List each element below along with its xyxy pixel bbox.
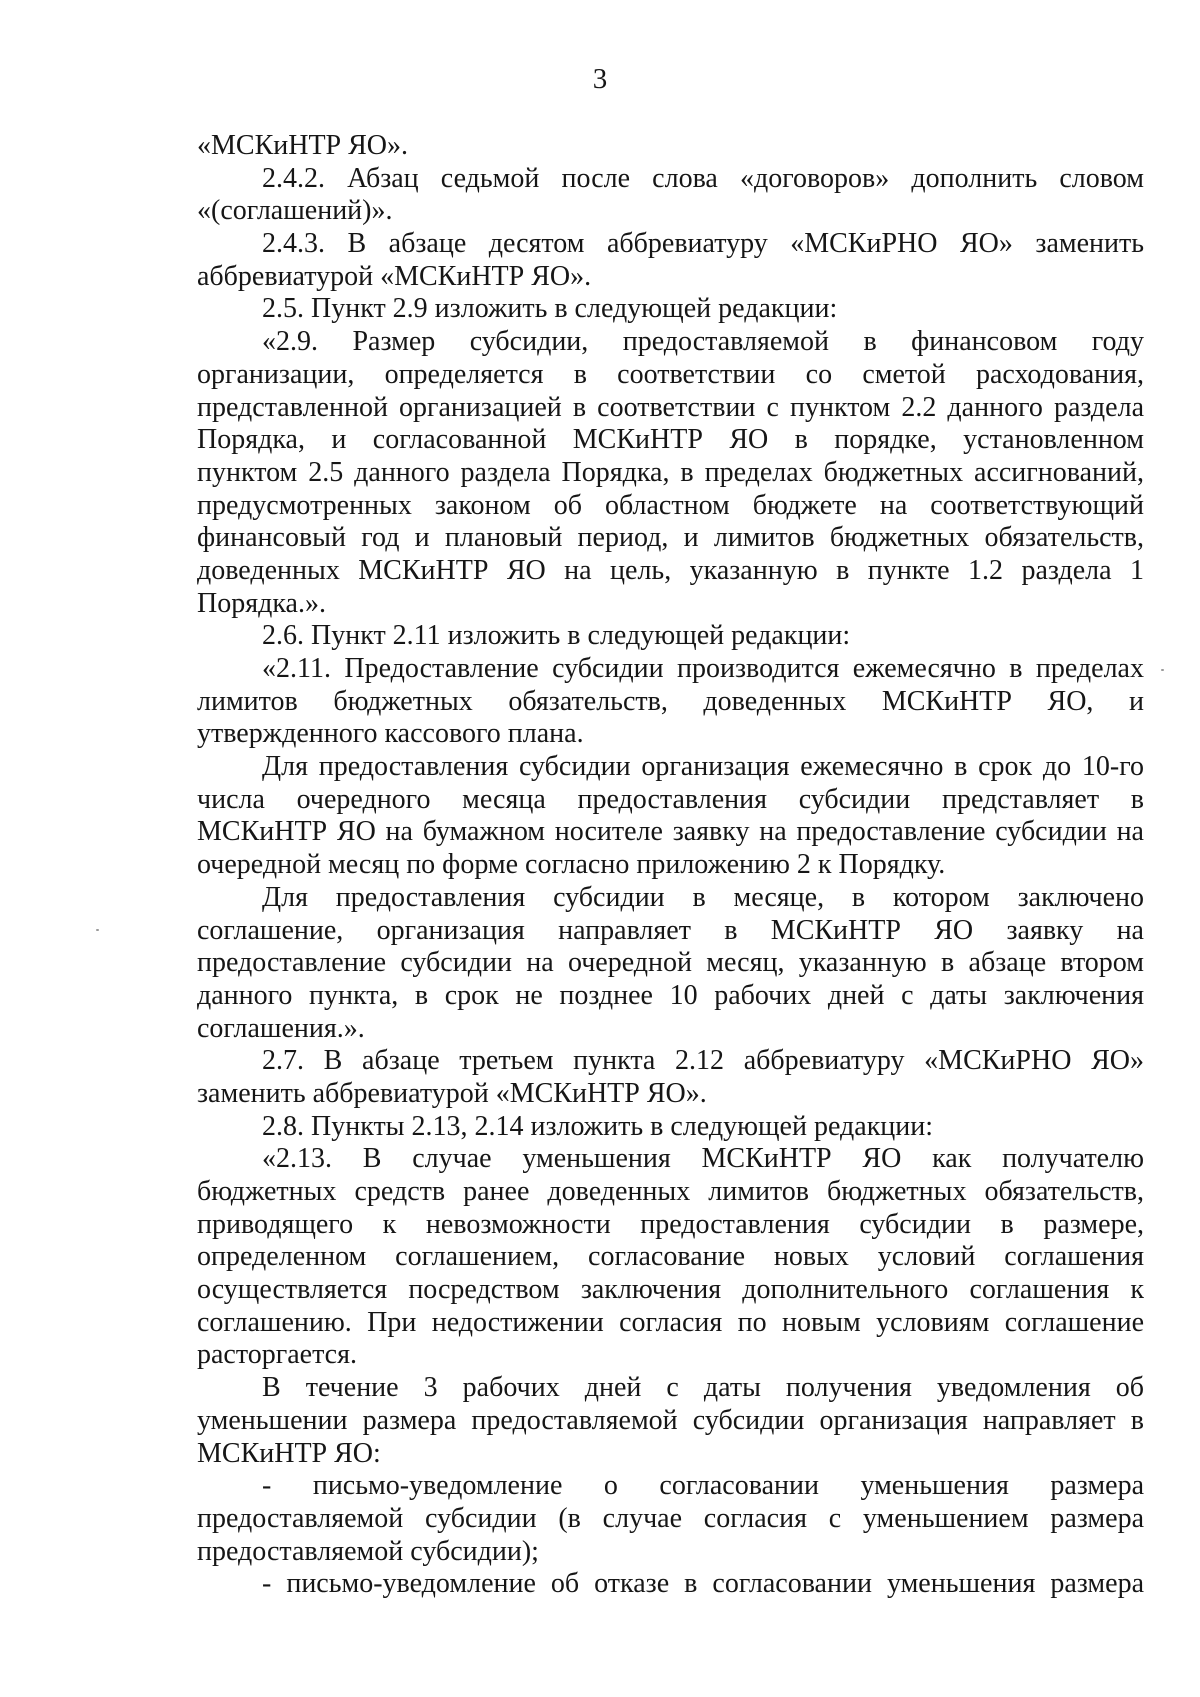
text-line: 2.5. Пункт 2.9 изложить в следующей редакции: (262, 293, 838, 325)
text-line: аббревиатурой «МСКиНТР ЯО». (197, 260, 592, 292)
text-line: доведенных МСКиНТР ЯО на цель, указанную в пункте 1.2 раздела 1 (197, 554, 1144, 586)
text-line: - письмо-уведомление о согласовании уменьшения размера (262, 1470, 1144, 1502)
text-line: «2.13. В случае уменьшения МСКиНТР ЯО как получателю (262, 1143, 1144, 1175)
text-line: В течение 3 рабочих дней с даты получения уведомления об (262, 1372, 1144, 1404)
text-line: представленной организацией в соответствии с пунктом 2.2 данного раздела (197, 391, 1144, 423)
text-line: Порядка.». (197, 587, 326, 619)
text-line: определенном соглашением, согласование новых условий соглашения (197, 1241, 1144, 1273)
text-line: заменить аббревиатурой «МСКиНТР ЯО». (197, 1077, 707, 1109)
text-line: соглашения.». (197, 1012, 365, 1044)
text-line: предоставление субсидии на очередной месяц, указанную в абзаце втором (197, 947, 1144, 979)
text-line: предоставляемой субсидии (в случае согласия с уменьшением размера (197, 1502, 1144, 1534)
text-line: МСКиНТР ЯО: (197, 1437, 381, 1469)
text-line: - письмо-уведомление об отказе в согласовании уменьшения размера (262, 1568, 1144, 1600)
text-line: утвержденного кассового плана. (197, 718, 584, 750)
text-line: 2.4.3. В абзаце десятом аббревиатуру «МСКиРНО ЯО» заменить (262, 228, 1144, 260)
text-line: Порядка, и согласованной МСКиНТР ЯО в порядке, установленном (197, 424, 1144, 456)
text-line: расторгается. (197, 1339, 357, 1371)
text-line: пунктом 2.5 данного раздела Порядка, в пределах бюджетных ассигнований, (197, 456, 1144, 488)
page-number: 3 (592, 63, 608, 95)
text-line: предусмотренных законом об областном бюджете на соответствующий (197, 489, 1144, 521)
text-line: числа очередного месяца предоставления субсидии представляет в (197, 783, 1144, 815)
scan-speck (1161, 669, 1164, 671)
text-line: организации, определяется в соответствии со сметой расходования, (197, 358, 1144, 390)
text-line: предоставляемой субсидии); (197, 1535, 539, 1567)
document-body (197, 130, 1144, 1601)
text-line: 2.7. В абзаце третьем пункта 2.12 аббревиатуру «МСКиРНО ЯО» (262, 1045, 1144, 1077)
text-line: 2.4.2. Абзац седьмой после слова «договоров» дополнить словом (262, 162, 1144, 194)
text-line: очередной месяц по форме согласно приложению 2 к Порядку. (197, 849, 946, 881)
text-line: бюджетных средств ранее доведенных лимитов бюджетных обязательств, (197, 1176, 1144, 1207)
text-line: уменьшении размера предоставляемой субсидии организация направляет в (197, 1404, 1144, 1436)
text-line: Для предоставления субсидии в месяце, в котором заключено (262, 881, 1144, 913)
text-line: «(соглашений)». (197, 195, 393, 227)
text-line: соглашение, организация направляет в МСКиНТР ЯО заявку на (197, 914, 1144, 946)
text-line: «МСКиНТР ЯО». (197, 130, 409, 161)
text-line: МСКиНТР ЯО на бумажном носителе заявку на предоставление субсидии на (197, 816, 1144, 848)
text-line: финансовый год и плановый период, и лимитов бюджетных обязательств, (197, 522, 1144, 554)
text-line: 2.6. Пункт 2.11 изложить в следующей редакции: (262, 620, 851, 652)
text-line: лимитов бюджетных обязательств, доведенных МСКиНТР ЯО, и (197, 685, 1144, 717)
text-line: «2.11. Предоставление субсидии производится ежемесячно в пределах (262, 653, 1144, 684)
text-line: данного пункта, в срок не позднее 10 рабочих дней с даты заключения (197, 979, 1144, 1011)
text-line: «2.9. Размер субсидии, предоставляемой в финансовом году (262, 326, 1144, 358)
text-line: осуществляется посредством заключения дополнительного соглашения к (197, 1274, 1144, 1306)
text-line: приводящего к невозможности предоставления субсидии в размере, (197, 1208, 1144, 1240)
text-line: Для предоставления субсидии организация ежемесячно в срок до 10-го (262, 751, 1144, 783)
text-line: соглашению. При недостижении согласия по новым условиям соглашение (197, 1306, 1144, 1338)
scan-speck (96, 929, 99, 931)
text-line: 2.8. Пункты 2.13, 2.14 изложить в следующей редакции: (262, 1110, 934, 1142)
